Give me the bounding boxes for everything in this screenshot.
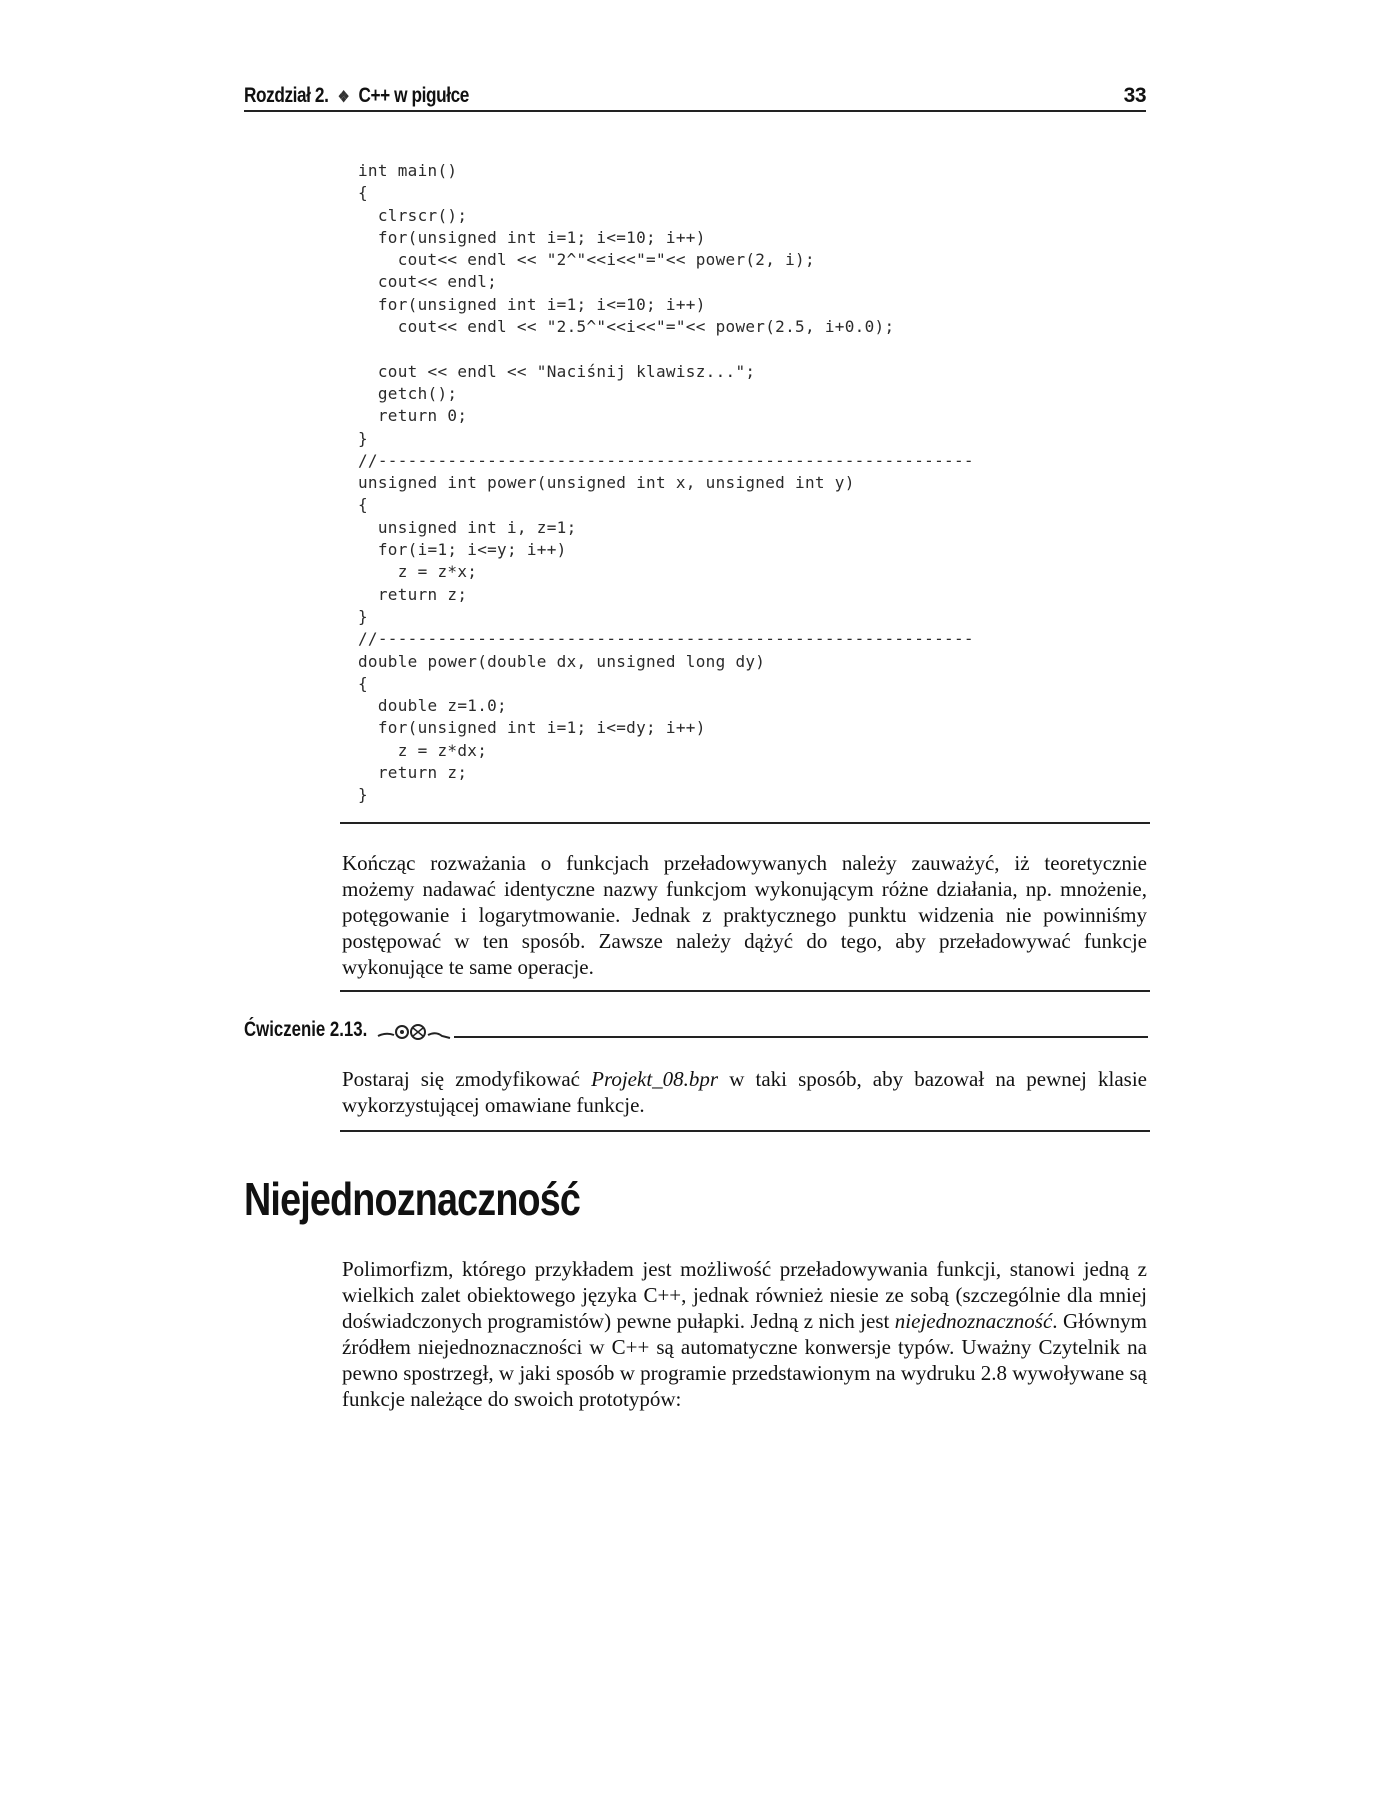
code-line: { [358, 183, 368, 203]
code-line: for(unsigned int i=1; i<=dy; i++) [358, 718, 706, 738]
exercise-text-start: Postaraj się zmodyfikować [342, 1067, 592, 1091]
project-file-name: Projekt_08.bpr [591, 1067, 719, 1091]
exercise-label: Ćwiczenie 2.13. [244, 1018, 368, 1041]
code-listing [358, 160, 1138, 807]
chapter-topic: C++ w pigułce [358, 84, 469, 107]
exercise-text-end: w taki sposób, aby bazował na pewnej klasie wykorzystującej omawiane funkcje. [342, 1067, 1147, 1117]
section-text-part1: Polimorfizm, którego przykładem jest możliwość przeładowywania funkcji, stanowi jedną z wielkich zalet obiektowego języka C++, jednak również niesie ze sobą (szczególnie dla mniej doświadczonych programistów) pewne pułapki. Jedną z nich jest [342, 1257, 1147, 1333]
code-line: unsigned int i, z=1; [358, 517, 577, 537]
code-line: double power(double dx, unsigned long dy) [358, 651, 766, 671]
page-number: 33 [1123, 84, 1146, 107]
code-line: return z; [358, 584, 468, 604]
diamond-icon: ❖ [337, 89, 350, 106]
code-line: cout<< endl << "2^"<<i<<"="<< power(2, i); [358, 250, 815, 270]
code-line: unsigned int power(unsigned int x, unsigned int y) [358, 473, 855, 493]
code-line: { [358, 495, 368, 515]
section-text-part2: . Głównym źródłem niejednoznaczności w C++ są automatyczne konwersje typów. Uważny Czytelnik na pewno spostrzegł, w jaki sposób w programie przedstawionym na wydruku 2.8 wywoływane są funkcje należące do swoich prototypów: [342, 1309, 1147, 1411]
chapter-label: Rozdział 2. [244, 84, 329, 107]
code-line: for(i=1; i<=y; i++) [358, 540, 567, 560]
section-title: Niejednoznaczność [244, 1173, 581, 1225]
exercise-rule [454, 1036, 1148, 1038]
code-line: for(unsigned int i=1; i<=10; i++) [358, 294, 706, 314]
code-line: cout<< endl << "2.5^"<<i<<"="<< power(2.5, i+0.0); [358, 317, 895, 337]
code-line: { [358, 673, 368, 693]
code-line: return z; [358, 763, 468, 783]
ornament-icon [376, 1020, 454, 1044]
code-line: } [358, 606, 368, 626]
code-line: getch(); [358, 383, 458, 403]
section-paragraph [342, 1256, 1147, 1412]
code-line: //------------------------------------------------------------ [358, 629, 974, 649]
code-line: //------------------------------------------------------------ [358, 450, 974, 470]
code-line: cout << endl << "Naciśnij klawisz..."; [358, 361, 756, 381]
page-header [244, 82, 1146, 112]
exercise-text [342, 1066, 1147, 1118]
exercise-heading [244, 1018, 1148, 1048]
code-line: z = z*x; [358, 562, 478, 582]
code-line: return 0; [358, 406, 468, 426]
term-ambiguity: niejednoznaczność [894, 1309, 1053, 1333]
code-line: } [358, 428, 368, 448]
listing-end-rule [340, 822, 1150, 824]
code-line: for(unsigned int i=1; i<=10; i++) [358, 227, 706, 247]
code-line: cout<< endl; [358, 272, 498, 292]
exercise-end-rule [340, 1130, 1150, 1132]
running-head [244, 84, 469, 108]
note-end-rule [340, 990, 1150, 992]
code-line: double z=1.0; [358, 696, 507, 716]
code-line: z = z*dx; [358, 740, 488, 760]
code-line: int main() [358, 161, 458, 180]
note-paragraph: Kończąc rozważania o funkcjach przeładowywanych należy zauważyć, iż teoretycznie możemy nadawać identyczne nazwy funkcjom wykonującym różne działania, np. mnożenie, potęgowanie i logarytmowanie. Jednak z praktycznego punktu widzenia nie powinniśmy postępować w ten sposób. Zawsze należy dążyć do tego, aby przeładowywać funkcje wykonujące te same operacje. [342, 851, 1147, 979]
code-line: } [358, 785, 368, 805]
code-line: clrscr(); [358, 205, 468, 225]
